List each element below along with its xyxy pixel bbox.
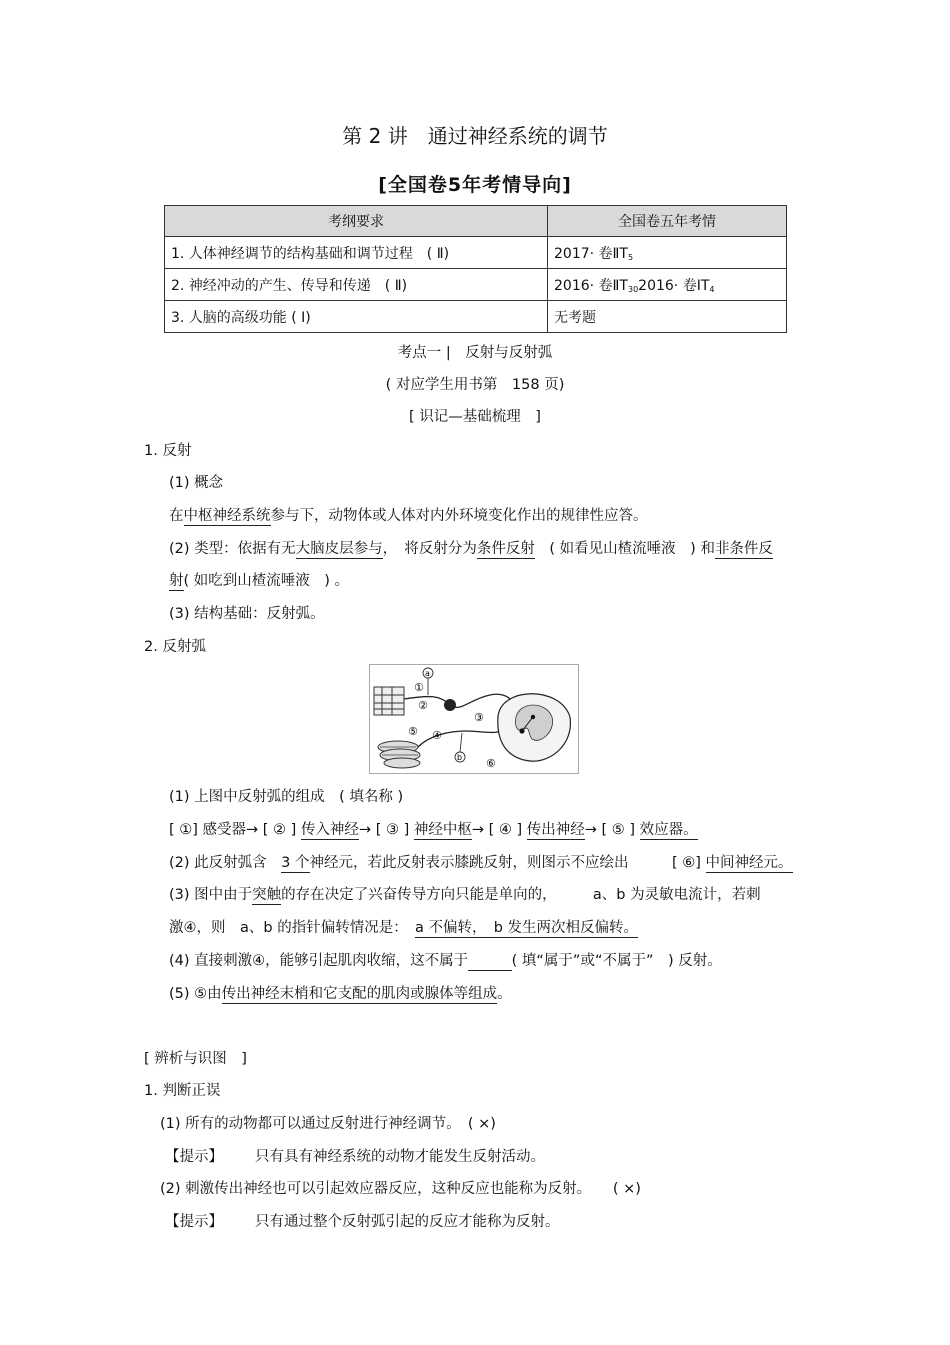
- table-cell-exam-info: 2017· 卷$ⅡT_5$: [548, 237, 787, 269]
- question-4: (4) 直接刺激④，能够引起肌肉收缩，这不属于 ( 填“属于”或“不属于” ) 反射。: [169, 953, 722, 969]
- answer-blank: 传入神经: [300, 822, 359, 838]
- basis-text: (3) 结构基础：反射弧。: [169, 606, 325, 622]
- answer-blank: 中枢神经系统: [183, 508, 271, 524]
- section-heading: 考点一 | 反射与反射弧: [397, 345, 553, 361]
- answer-blank: 突触: [252, 887, 282, 903]
- diagram-label-a: a: [425, 669, 430, 678]
- judge-label: 1. 判断正误: [144, 1083, 221, 1099]
- answer-blank: 非条件反: [714, 541, 773, 557]
- table-cell-requirement: 1. 人体神经调节的结构基础和调节过程 ( Ⅱ): [165, 237, 548, 269]
- page-title: 第 2 讲 通过神经系统的调节: [342, 124, 608, 148]
- table-row: [165, 301, 787, 333]
- arc-label: 2. 反射弧: [144, 639, 206, 655]
- diagram-label-1: ①: [414, 681, 424, 694]
- answer-blank: 3 个: [281, 855, 310, 871]
- answer-blank: 神经中枢: [413, 822, 472, 838]
- table-cell-requirement: 2. 神经冲动的产生、传导和传递 ( Ⅱ): [165, 269, 548, 301]
- table-cell-exam-info: 无考题: [548, 301, 787, 333]
- exam-requirements-table: [164, 205, 787, 333]
- analysis-heading: [ 辨析与识图 ]: [144, 1051, 247, 1067]
- hint-label: 【提示】: [165, 1214, 223, 1230]
- table-cell-requirement: 3. 人脑的高级功能 ( Ⅰ): [165, 301, 548, 333]
- page-reference: ( 对应学生用书第 158 页): [385, 377, 565, 393]
- muscle-effector-illustration: [378, 741, 420, 768]
- diagram-label-6: ⑥: [486, 757, 496, 770]
- diagram-label-2: ②: [418, 699, 428, 712]
- spinal-cord-illustration: [498, 694, 571, 761]
- hint-text: 只有具有神经系统的动物才能发生反射活动。: [255, 1149, 545, 1165]
- question-3-cont: 激④，则 a、b 的指针偏转情况是： a 不偏转， b 发生两次相反偏转。: [169, 920, 639, 936]
- diagram-label-3: ③: [474, 711, 484, 724]
- table-row: [165, 269, 787, 301]
- type-text: (2) 类型：依据有无大脑皮层参与， 将反射分为条件反射 ( 如看见山楂流唾液 ) 和非条件反: [169, 541, 773, 557]
- diagram-label-4: ④: [432, 729, 442, 742]
- judge-item: (2) 刺激传出神经也可以引起效应器反应，这种反应也能称为反射。 ( ×): [160, 1181, 641, 1197]
- type-text-cont: 射( 如吃到山楂流唾液 ) 。: [169, 573, 350, 589]
- answer-blank: 效应器。: [639, 822, 698, 838]
- skin-receptor-illustration: [374, 687, 404, 715]
- concept-label: (1) 概念: [169, 475, 224, 491]
- answer-blank: 射: [169, 573, 184, 589]
- diagram-label-5: ⑤: [408, 725, 418, 738]
- answer-blank: [468, 953, 512, 971]
- question-3: (3) 图中由于突触的存在决定了兴奋传导方向只能是单向的， a、b 为灵敏电流计，若刺: [169, 887, 761, 903]
- question-1: (1) 上图中反射弧的组成 ( 填名称 ): [169, 789, 404, 805]
- concept-text: 在中枢神经系统参与下，动物体或人体对内外环境变化作出的规律性应答。: [169, 508, 648, 524]
- ganglion-cell: [444, 699, 456, 711]
- table-cell-exam-info: 2016· 卷$ⅡT_{30}2016\cdot$ 卷$ⅠT_4$: [548, 269, 787, 301]
- hint-line: [165, 1145, 545, 1166]
- table-header-row: [165, 206, 787, 237]
- arc-chain: [ ①] 感受器→ [ ② ] 传入神经→ [ ③ ] 神经中枢→ [ ④ ] 传出神经→ [ ⑤ ] 效应器。: [169, 822, 698, 838]
- reflex-label: 1. 反射: [144, 443, 192, 459]
- table-header: 全国卷五年考情: [548, 206, 787, 237]
- diagram-label-b: b: [457, 753, 463, 762]
- answer-blank: 传出神经末梢和它支配的肌肉或腺体等组成: [221, 986, 498, 1002]
- answer-blank: 传出神经: [526, 822, 585, 838]
- hint-label: 【提示】: [165, 1149, 223, 1165]
- reflex-arc-diagram: [369, 664, 579, 774]
- answer-blank: 中间神经元。: [705, 855, 793, 871]
- question-2: (2) 此反射弧含 3 个神经元，若此反射表示膝跳反射，则图示不应绘出 [ ⑥] 中间神经元。: [169, 855, 793, 871]
- judge-item: (1) 所有的动物都可以通过反射进行神经调节。 ( ×): [160, 1116, 496, 1132]
- section-banner: [全国卷5年考情导向]: [378, 174, 572, 196]
- hint-line: [165, 1210, 560, 1231]
- hint-text: 只有通过整个反射弧引起的反应才能称为反射。: [255, 1214, 560, 1230]
- answer-blank: a 不偏转， b 发生两次相反偏转。: [414, 920, 639, 936]
- table-row: [165, 237, 787, 269]
- answer-blank: 条件反射: [476, 541, 535, 557]
- table-header: 考纲要求: [165, 206, 548, 237]
- answer-blank: 大脑皮层参与: [295, 541, 383, 557]
- question-5: (5) ⑤由传出神经末梢和它支配的肌肉或腺体等组成。: [169, 986, 512, 1002]
- sub-heading: [ 识记—基础梳理 ]: [409, 409, 541, 425]
